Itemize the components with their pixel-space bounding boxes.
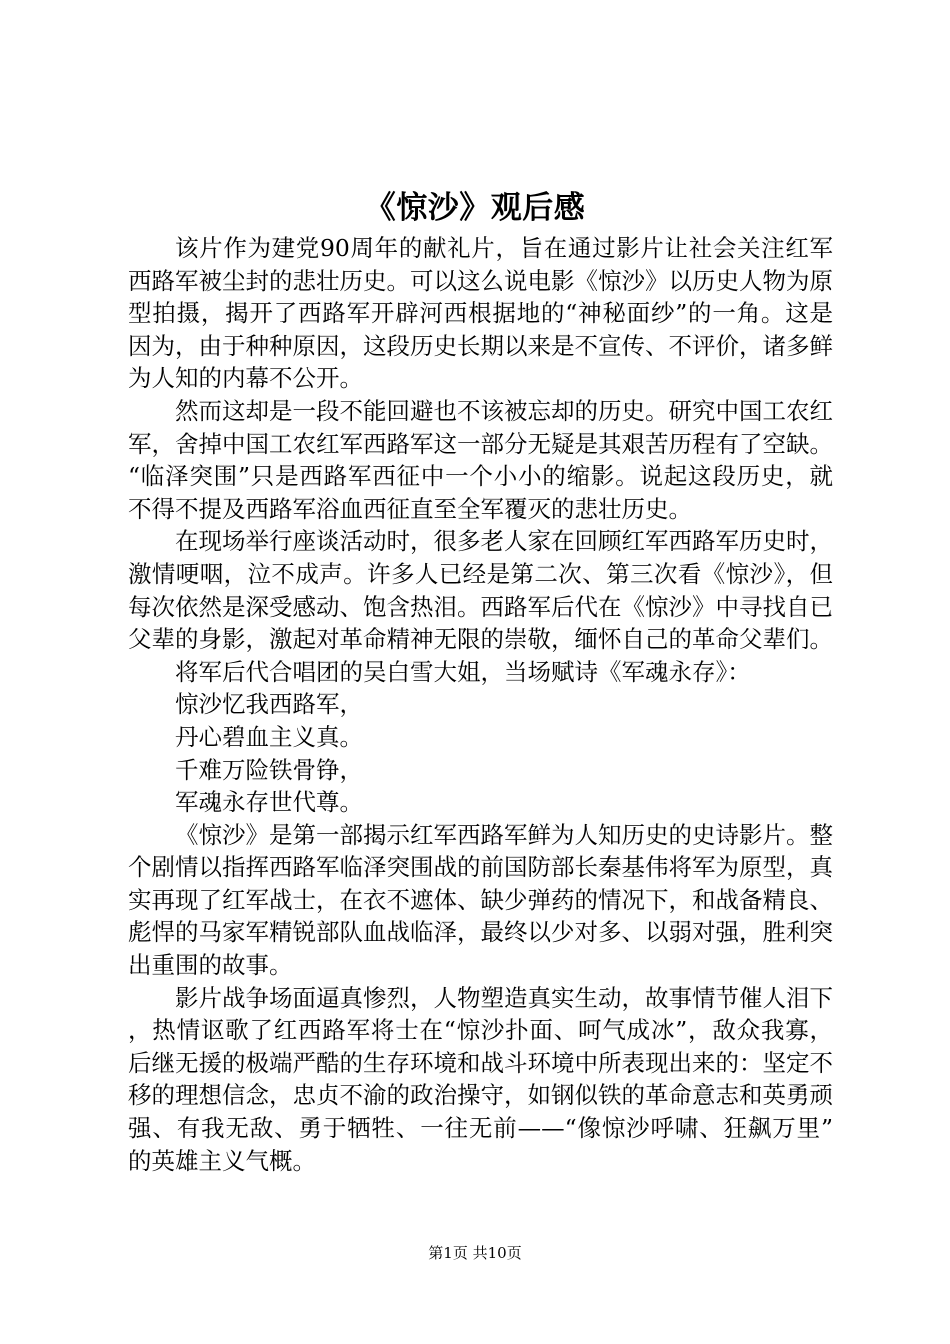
paragraph: 《惊沙》是第一部揭示红军西路军鲜为人知历史的史诗影片。整个剧情以指挥西路军临泽突围战的前国防部长秦基伟将军为原型，真实再现了红军战士，在衣不遮体、缺少弹药的情况下，和战备精良、彪悍的马家军精锐部队血战临泽，最终以少对多、以弱对强，胜利突出重围的故事。: [128, 820, 833, 980]
page-number-footer: 第1页 共10页: [428, 1244, 522, 1262]
paragraph: 将军后代合唱团的吴白雪大姐，当场赋诗《军魂永存》：: [175, 657, 751, 686]
document-body: [128, 232, 833, 1177]
paragraph: 然而这却是一段不能回避也不该被忘却的历史。研究中国工农红军，舍掉中国工农红军西路军这一部分无疑是其艰苦历程有了空缺。“临泽突围”只是西路军西征中一个小小的缩影。说起这段历史，就不得不提及西路军浴血西征直至全军覆灭的悲壮历史。: [128, 396, 833, 523]
poem-line: 惊沙忆我西路军，: [175, 690, 363, 719]
paragraph: 在现场举行座谈活动时，很多老人家在回顾红军西路军历史时，激情哽咽，泣不成声。许多人已经是第二次、第三次看《惊沙》，但每次依然是深受感动、饱含热泪。西路军后代在《惊沙》中寻找自已父辈的身影，激起对革命精神无限的崇敬，缅怀自己的革命父辈们。: [128, 527, 833, 654]
paragraph: 该片作为建党90周年的献礼片，旨在通过影片让社会关注红军西路军被尘封的悲壮历史。可以这么说电影《惊沙》以历史人物为原型拍摄，揭开了西路军开辟河西根据地的“神秘面纱”的一角。这是因为，由于种种原因，这段历史长期以来是不宣传、不评价，诸多鲜为人知的内幕不公开。: [128, 234, 833, 393]
poem-line: 军魂永存世代尊。: [175, 788, 363, 817]
paragraph: 影片战争场面逼真惨烈，人物塑造真实生动，故事情节催人泪下，热情讴歌了红西路军将士在“惊沙扑面、呵气成冰”，敌众我寡，后继无援的极端严酷的生存环境和战斗环境中所表现出来的：坚定不移的理想信念，忠贞不渝的政治操守，如钢似铁的革命意志和英勇顽强、有我无敌、勇于牺牲、一往无前——“像惊沙呼啸、狂飙万里”的英雄主义气概。: [128, 983, 833, 1175]
document-title: 《惊沙》观后感: [364, 190, 586, 226]
poem-line: 千难万险铁骨铮，: [175, 755, 363, 784]
poem-line: 丹心碧血主义真。: [175, 722, 363, 751]
